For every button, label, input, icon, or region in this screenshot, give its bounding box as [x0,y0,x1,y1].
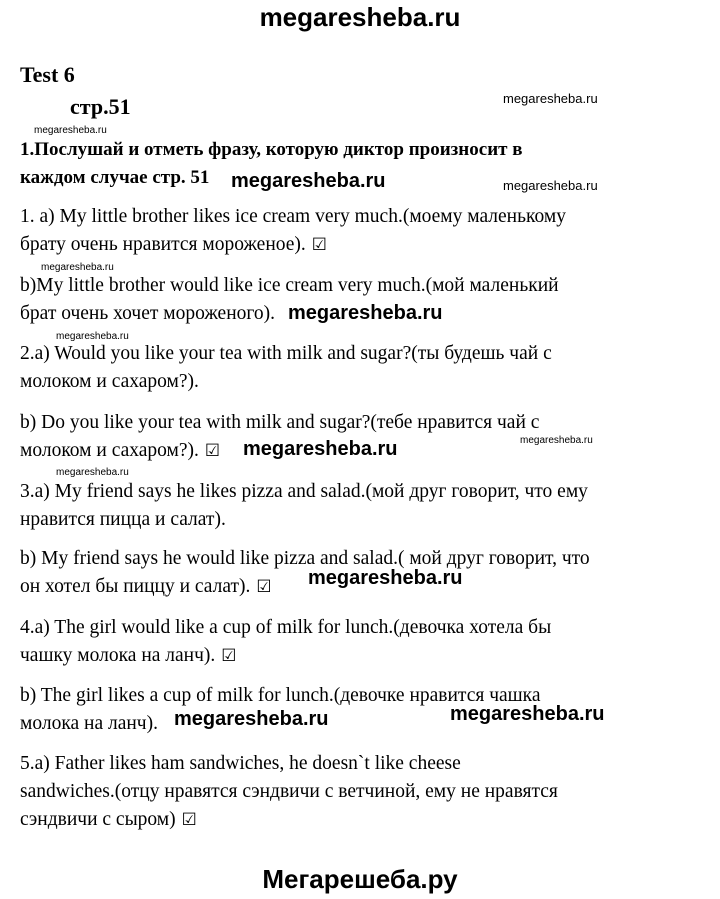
test-title: Test 6 [20,62,75,87]
site-header: megaresheba.ru [259,2,461,32]
site-footer: Мегарешеба.ру [262,864,458,894]
watermark: megaresheba.ru [450,703,605,725]
watermark: megaresheba.ru [308,567,463,589]
watermark: megaresheba.ru [503,178,598,193]
instruction-line-2: каждом случае стр. 51 [20,167,210,188]
item-1b-line-1: b)My little brother would like ice cream very much.(мой маленький [20,275,559,296]
checkbox-checked-icon: ☑ [221,646,237,666]
item-2a-line-2: молоком и сахаром?). [20,371,199,392]
page-reference: стр.51 [70,94,131,119]
watermark: megaresheba.ru [56,331,129,342]
item-2b-text: молоком и сахаром?). [20,440,199,461]
watermark: megaresheba.ru [231,170,386,192]
item-4b-line-1: b) The girl likes a cup of milk for lunch.(девочке нравится чашка [20,685,541,706]
item-2a-line-1: 2.a) Would you like your tea with milk and sugar?(ты будешь чай с [20,343,552,364]
item-1a-line-2 [20,231,327,259]
item-1a-text: брату очень нравится мороженое). [20,234,306,255]
item-5a-line-1: 5.a) Father likes ham sandwiches, he doesn`t like cheese [20,753,461,774]
item-5a-line-2: sandwiches.(отцу нравятся сэндвичи с ветчиной, ему не нравятся [20,781,558,802]
item-1b-line-2: брат очень хочет мороженого). [20,303,276,324]
watermark: megaresheba.ru [56,467,129,478]
item-5a-line-3 [20,806,197,834]
watermark: megaresheba.ru [174,708,329,730]
watermark: megaresheba.ru [243,438,398,460]
item-3b-text: он хотел бы пиццу и салат). [20,576,251,597]
item-3a-line-1: 3.a) My friend says he likes pizza and salad.(мой друг говорит, что ему [20,481,588,502]
item-2b-line-2 [20,437,220,465]
watermark: megaresheba.ru [41,262,114,273]
item-4a-line-2 [20,642,237,670]
item-4b-line-2: молока на ланч). [20,713,158,734]
item-2b-line-1: b) Do you like your tea with milk and sugar?(тебе нравится чай с [20,412,540,433]
item-3b-line-2 [20,573,272,601]
item-4a-text: чашку молока на ланч). [20,645,216,666]
watermark: megaresheba.ru [520,435,593,446]
item-1a-line-1: 1. a) My little brother likes ice cream very much.(моему маленькому [20,206,566,227]
item-3b-line-1: b) My friend says he would like pizza and salad.( мой друг говорит, что [20,548,590,569]
item-3a-line-2: нравится пицца и салат). [20,509,226,530]
watermark: megaresheba.ru [288,302,443,324]
checkbox-checked-icon: ☑ [311,235,328,255]
item-4a-line-1: 4.a) The girl would like a cup of milk for lunch.(девочка хотела бы [20,617,552,638]
checkbox-checked-icon: ☑ [181,810,197,830]
watermark: megaresheba.ru [503,91,598,106]
checkbox-checked-icon: ☑ [256,577,272,597]
checkbox-checked-icon: ☑ [204,441,221,461]
watermark: megaresheba.ru [34,125,107,136]
item-5a-text: сэндвичи с сыром) [20,809,176,830]
instruction-line-1: 1.Послушай и отметь фразу, которую диктор произносит в [20,139,523,160]
